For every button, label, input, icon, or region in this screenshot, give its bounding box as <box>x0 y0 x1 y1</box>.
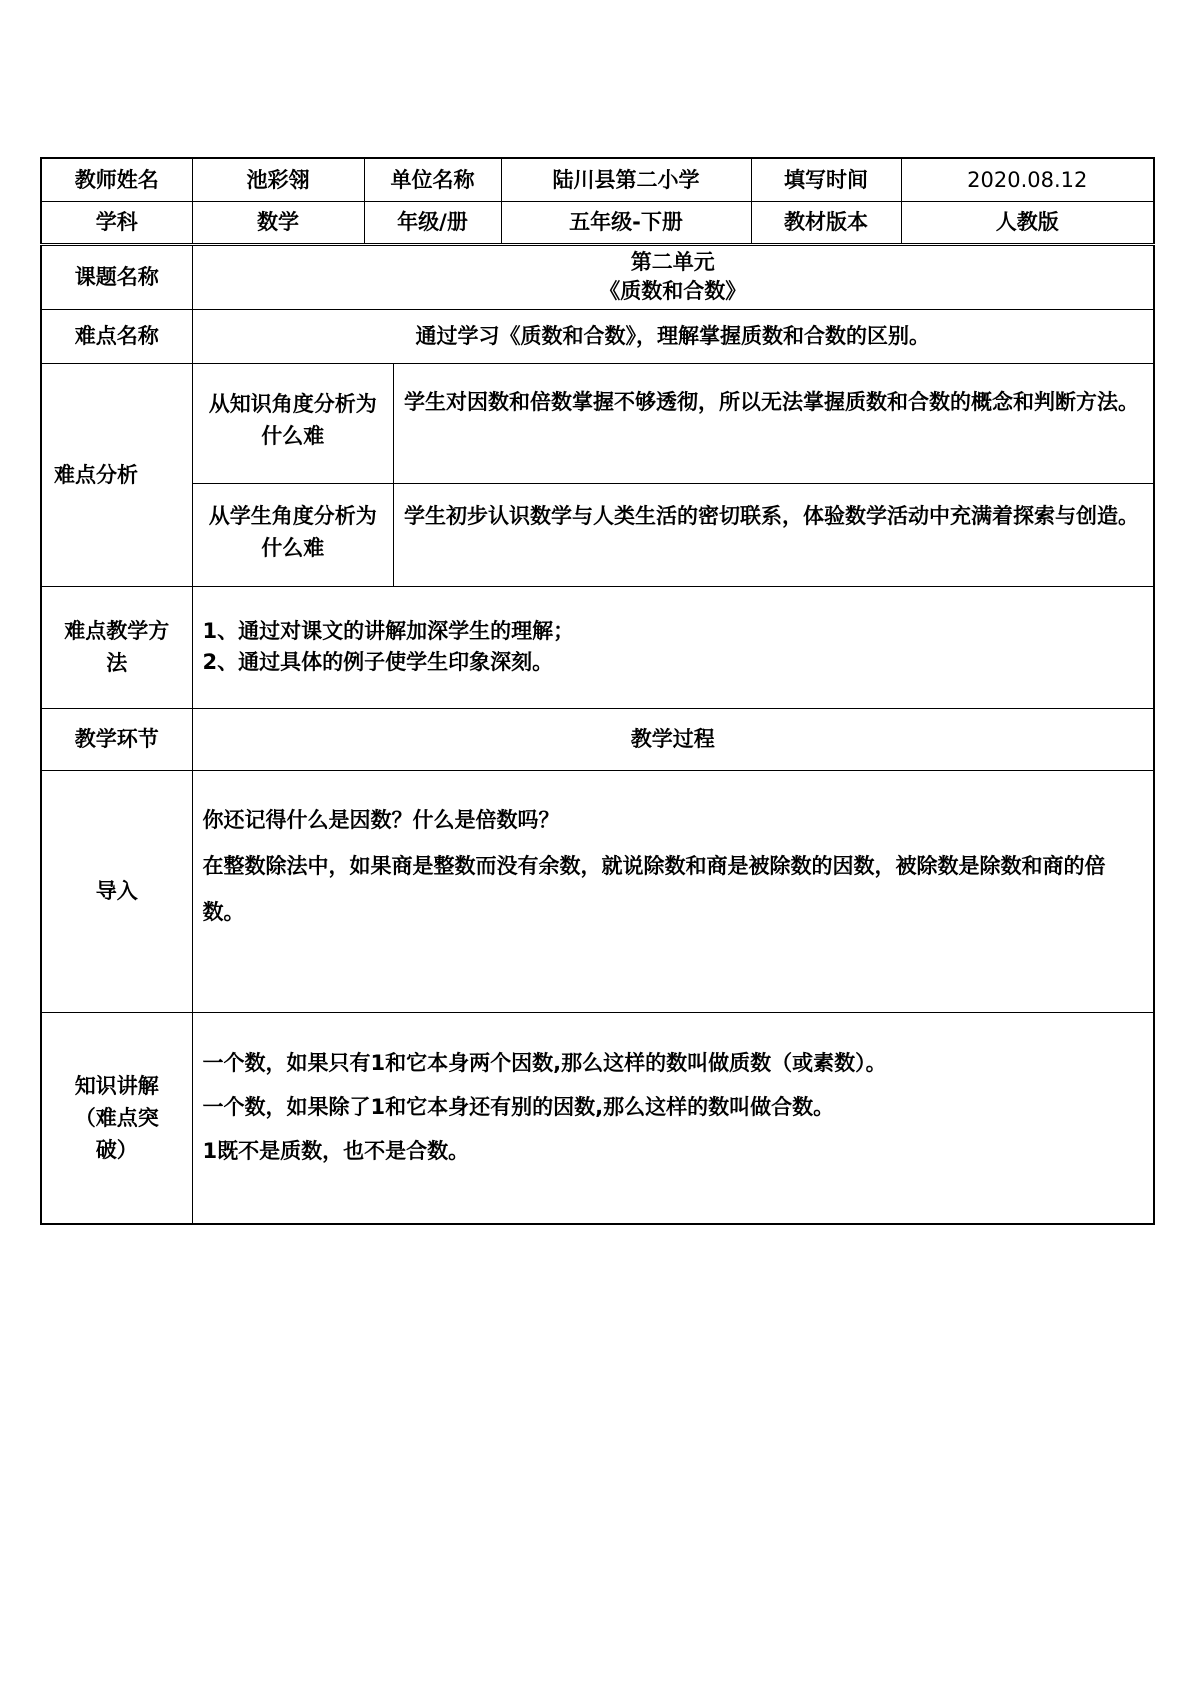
teacher-label: 教师姓名 <box>41 158 192 201</box>
knowledge-row <box>41 1012 1154 1224</box>
method-label: 难点教学方法 <box>41 586 192 708</box>
date-value: 2020.08.12 <box>901 158 1154 201</box>
intro-row <box>41 770 1154 1012</box>
method-value <box>192 586 1154 708</box>
knowledge-line-3: 1既不是质数，也不是合数。 <box>202 1138 470 1163</box>
topic-label: 课题名称 <box>41 244 192 309</box>
topic-row <box>41 244 1154 309</box>
intro-value <box>192 770 1154 1012</box>
lesson-plan-table <box>40 157 1155 1225</box>
intro-label: 导入 <box>41 770 192 1012</box>
topic-line-1: 第二单元 <box>630 250 715 274</box>
knowledge-angle-label <box>193 364 394 484</box>
student-angle-label <box>193 484 394 586</box>
edition-value: 人教版 <box>901 201 1154 244</box>
grade-label: 年级/册 <box>364 201 501 244</box>
student-angle-label-text: 从学生角度分析为什么难 <box>208 504 377 560</box>
knowledge-value <box>192 1012 1154 1224</box>
difficulty-label: 难点名称 <box>41 309 192 363</box>
header-row-1 <box>41 158 1154 201</box>
student-analysis-row <box>193 484 1154 586</box>
grade-value: 五年级-下册 <box>501 201 751 244</box>
knowledge-angle-value-text: 学生对因数和倍数掌握不够透彻，所以无法掌握质数和合数的概念和判断方法。 <box>404 389 1139 414</box>
method-row <box>41 586 1154 708</box>
method-item-1: 1、通过对课文的讲解加深学生的理解； <box>202 619 575 643</box>
edition-label: 教材版本 <box>751 201 901 244</box>
analysis-label: 难点分析 <box>41 363 192 586</box>
analysis-cell <box>192 363 1154 586</box>
knowledge-label: 知识讲解（难点突破） <box>41 1012 192 1224</box>
process-stage-label: 教学环节 <box>41 708 192 770</box>
unit-value: 陆川县第二小学 <box>501 158 751 201</box>
difficulty-value: 通过学习《质数和合数》，理解掌握质数和合数的区别。 <box>192 309 1154 363</box>
student-angle-value-text: 学生初步认识数学与人类生活的密切联系，体验数学活动中充满着探索与创造。 <box>404 504 1139 528</box>
knowledge-angle-label-text: 从知识角度分析为什么难 <box>208 391 377 448</box>
analysis-subtable <box>193 364 1154 586</box>
process-label: 教学过程 <box>192 708 1154 770</box>
analysis-row <box>41 363 1154 586</box>
knowledge-line-2: 一个数，如果除了1和它本身还有别的因数,那么这样的数叫做合数。 <box>202 1094 835 1119</box>
subject-label: 学科 <box>41 201 192 244</box>
header-row-2 <box>41 201 1154 244</box>
intro-line-2: 在整数除法中，如果商是整数而没有余数，就说除数和商是被除数的因数，被除数是除数和商的倍数。 <box>202 853 1106 924</box>
topic-line-2: 《质数和合数》 <box>599 279 747 303</box>
method-item-2: 2、通过具体的例子使学生印象深刻。 <box>202 650 554 674</box>
difficulty-row <box>41 309 1154 363</box>
topic-value <box>192 244 1154 309</box>
knowledge-angle-value <box>394 364 1154 484</box>
knowledge-line-1: 一个数，如果只有1和它本身两个因数,那么这样的数叫做质数（或素数）。 <box>202 1050 887 1075</box>
teacher-value: 池彩翎 <box>192 158 364 201</box>
subject-value: 数学 <box>192 201 364 244</box>
date-label: 填写时间 <box>751 158 901 201</box>
student-angle-value <box>394 484 1154 586</box>
lesson-plan-sheet <box>40 157 1153 1225</box>
knowledge-analysis-row <box>193 364 1154 484</box>
process-header-row <box>41 708 1154 770</box>
unit-label: 单位名称 <box>364 158 501 201</box>
intro-line-1: 你还记得什么是因数？什么是倍数吗？ <box>202 807 560 832</box>
